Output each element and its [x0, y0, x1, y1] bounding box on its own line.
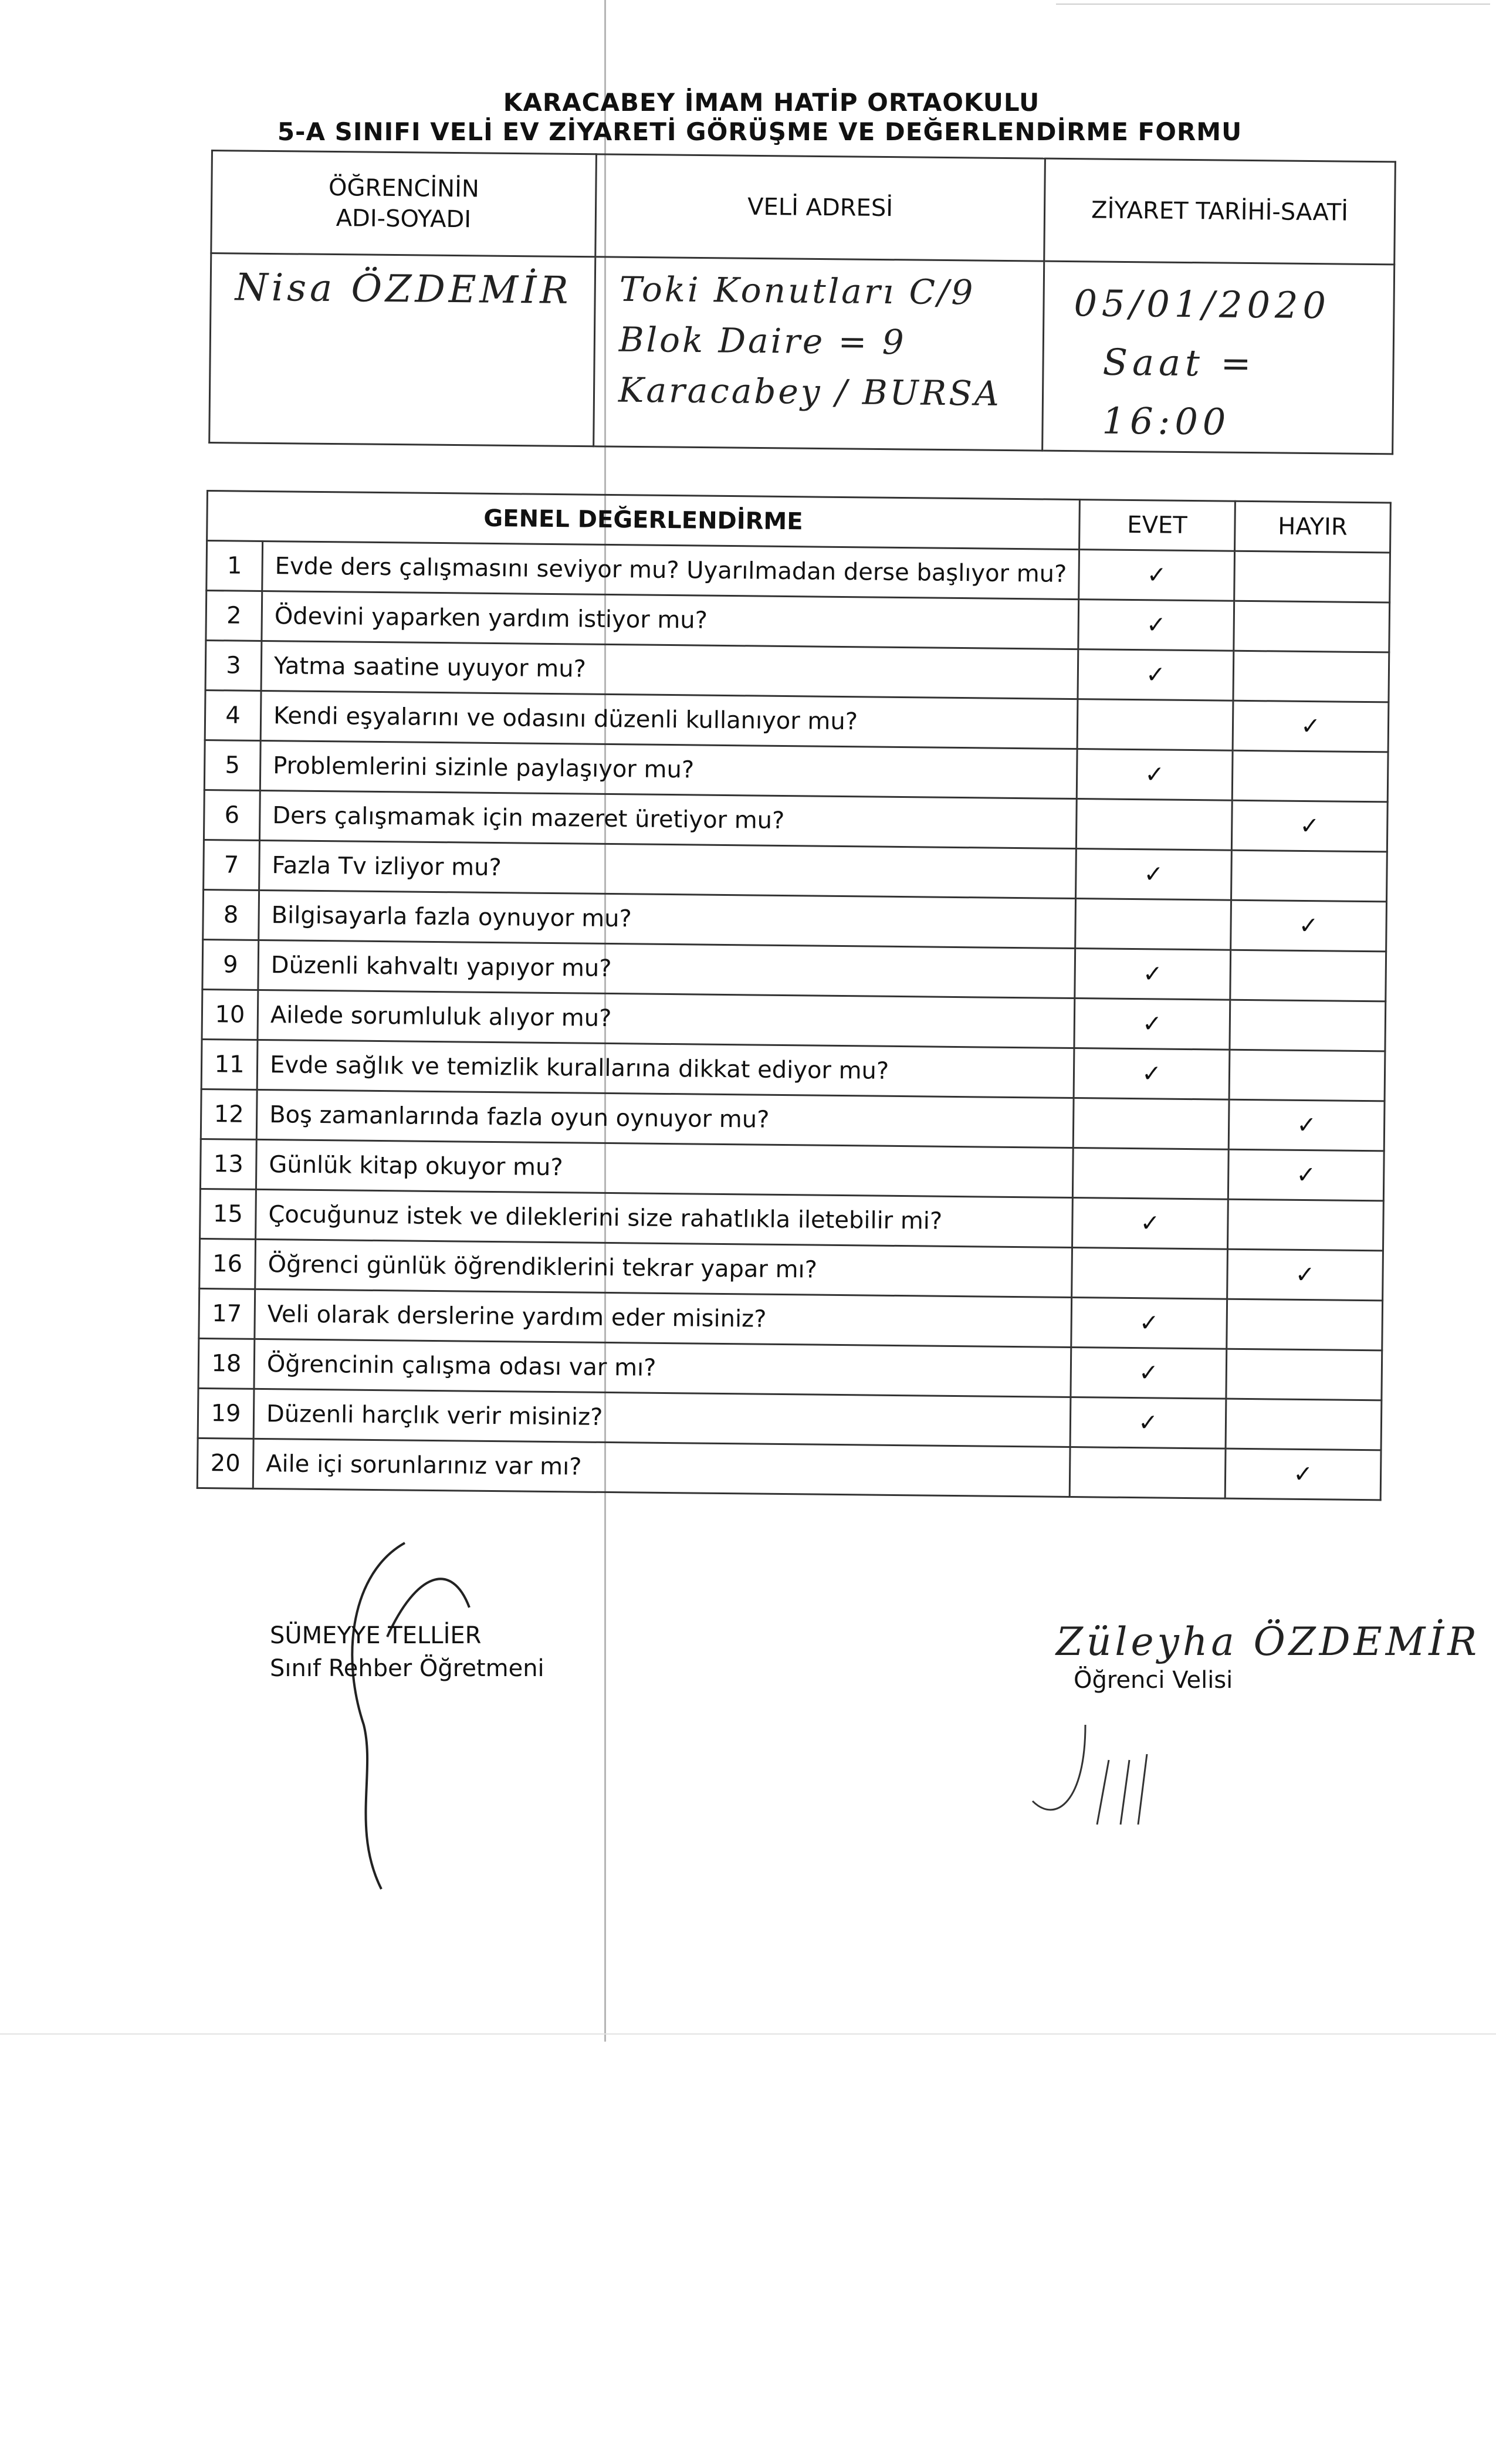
row-question: Ders çalışmamak için mazeret üretiyor mu?: [259, 790, 1077, 848]
yes-answer-cell: ✓: [1071, 1347, 1227, 1399]
no-answer-cell: [1229, 1050, 1385, 1101]
row-number: 11: [201, 1039, 258, 1089]
yes-answer-cell: [1072, 1148, 1228, 1200]
row-number: 6: [204, 790, 260, 840]
row-question: Öğrencinin çalışma odası var mı?: [254, 1339, 1071, 1397]
no-answer-cell: [1231, 850, 1387, 902]
row-question: Kendi eşyalarını ve odasını düzenli kullanıyor mu?: [260, 691, 1078, 749]
no-answer-cell: ✓: [1228, 1099, 1385, 1151]
no-answer-cell: [1227, 1299, 1383, 1351]
evaluation-table: [197, 490, 1392, 1501]
row-question: Ailede sorumluluk alıyor mu?: [258, 990, 1075, 1048]
yes-answer-cell: [1075, 899, 1231, 950]
no-answer-cell: ✓: [1225, 1448, 1381, 1500]
row-number: 17: [199, 1288, 255, 1339]
no-answer-cell: ✓: [1231, 800, 1387, 852]
row-number: 15: [200, 1189, 256, 1239]
row-question: Evde ders çalışmasını seviyor mu? Uyarılmadan derse başlıyor mu?: [262, 541, 1079, 599]
row-number: 20: [197, 1438, 253, 1488]
yes-answer-cell: ✓: [1070, 1397, 1226, 1448]
row-question: Yatma saatine uyuyor mu?: [261, 641, 1078, 699]
row-number: 1: [207, 541, 263, 591]
yes-answer-cell: ✓: [1071, 1297, 1227, 1349]
row-number: 16: [199, 1238, 256, 1289]
yes-answer-cell: ✓: [1072, 1198, 1228, 1250]
yes-answer-cell: [1077, 699, 1233, 751]
row-question: Ödevini yaparken yardım istiyor mu?: [262, 591, 1079, 649]
yes-answer-cell: [1073, 1098, 1229, 1150]
row-number: 19: [198, 1388, 254, 1439]
address-line-2: Blok Daire = 9: [618, 319, 906, 363]
no-answer-cell: [1234, 601, 1390, 652]
no-answer-cell: [1230, 950, 1386, 1001]
school-name: KARACABEY İMAM HATİP ORTAOKULU: [503, 88, 1040, 117]
no-answer-cell: [1230, 1000, 1386, 1051]
page-bottom-edge: [0, 2033, 1496, 2035]
row-number: 13: [200, 1139, 256, 1189]
row-question: Boş zamanlarında fazla oyun oynuyor mu?: [256, 1089, 1074, 1148]
student-info-table: [208, 150, 1396, 455]
yes-answer-cell: ✓: [1074, 999, 1230, 1050]
parent-signature-icon: [1021, 1713, 1173, 1830]
form-title: 5-A SINIFI VELİ EV ZİYARETİ GÖRÜŞME VE DEĞERLENDİRME FORMU: [277, 117, 1243, 146]
teacher-signature-icon: [317, 1537, 493, 1901]
row-number: 7: [204, 840, 260, 890]
row-number: 9: [202, 939, 259, 990]
yes-answer-cell: ✓: [1076, 849, 1232, 901]
row-question: Düzenli harçlık verir misiniz?: [253, 1389, 1071, 1447]
row-question: Veli olarak derslerine yardım eder misiniz?: [255, 1289, 1072, 1347]
row-question: Çocuğunuz istek ve dileklerini size rahatlıkla iletebilir mi?: [256, 1189, 1073, 1247]
no-answer-cell: [1232, 750, 1388, 802]
visit-date: 05/01/2020: [1074, 282, 1331, 327]
no-answer-cell: [1233, 651, 1389, 702]
yes-answer-cell: ✓: [1079, 550, 1235, 601]
evaluation-title: GENEL DEĞERLENDİRME: [207, 491, 1080, 550]
no-answer-cell: [1226, 1349, 1382, 1400]
visit-value: [1043, 261, 1395, 454]
row-question: Fazla Tv izliyor mu?: [259, 840, 1077, 898]
scan-edge-mark: [1056, 4, 1490, 5]
yes-answer-cell: [1076, 799, 1232, 851]
yes-answer-cell: ✓: [1074, 1048, 1230, 1100]
row-question: Aile içi sorunlarınız var mı?: [253, 1439, 1070, 1497]
row-question: Evde sağlık ve temizlik kurallarına dikkat ediyor mu?: [257, 1040, 1074, 1098]
row-question: Günlük kitap okuyor mu?: [256, 1139, 1073, 1197]
parent-name: Züleyha ÖZDEMİR: [1056, 1619, 1481, 1664]
yes-answer-cell: [1069, 1447, 1226, 1498]
row-number: 8: [203, 889, 259, 940]
yes-answer-cell: ✓: [1077, 749, 1233, 801]
no-answer-cell: ✓: [1233, 700, 1389, 752]
row-number: 5: [204, 740, 260, 790]
visit-header: ZİYARET TARİHİ-SAATİ: [1044, 158, 1396, 265]
row-number: 3: [205, 641, 262, 691]
student-name-value: Nisa ÖZDEMİR: [209, 253, 595, 446]
address-line-3: Karacabey / BURSA: [618, 370, 1002, 414]
yes-answer-cell: ✓: [1075, 949, 1231, 1000]
row-question: Öğrenci günlük öğrendiklerini tekrar yapar mı?: [255, 1239, 1072, 1297]
teacher-role: Sınıf Rehber Öğretmeni: [270, 1655, 544, 1682]
address-line-1: Toki Konutları C/9: [619, 269, 976, 313]
no-answer-cell: [1234, 551, 1390, 603]
no-answer-cell: ✓: [1227, 1249, 1383, 1301]
row-number: 18: [198, 1338, 255, 1389]
yes-answer-cell: ✓: [1078, 649, 1234, 701]
row-number: 10: [202, 989, 258, 1040]
no-answer-cell: ✓: [1231, 900, 1387, 952]
parent-role: Öğrenci Velisi: [1074, 1667, 1233, 1694]
yes-answer-cell: ✓: [1078, 600, 1234, 651]
yes-column-header: EVET: [1079, 500, 1236, 551]
yes-answer-cell: [1072, 1248, 1228, 1299]
address-value: [594, 257, 1044, 451]
row-question: Problemlerini sizinle paylaşıyor mu?: [260, 740, 1077, 798]
teacher-signature-block: [270, 1619, 544, 1685]
row-question: Düzenli kahvaltı yapıyor mu?: [258, 940, 1075, 998]
no-answer-cell: [1227, 1199, 1383, 1251]
teacher-name: SÜMEYYE TELLİER: [270, 1622, 482, 1649]
row-number: 2: [206, 591, 262, 641]
row-question: Bilgisayarla fazla oynuyor mu?: [259, 890, 1076, 948]
no-answer-cell: ✓: [1228, 1149, 1384, 1201]
row-number: 4: [205, 690, 261, 740]
visit-time: Saat = 16:00: [1102, 340, 1256, 444]
address-header: VELİ ADRESİ: [595, 154, 1045, 261]
student-name-header: ÖĞRENCİNİN ADI-SOYADI: [211, 151, 597, 257]
no-answer-cell: [1226, 1399, 1382, 1450]
no-column-header: HAYIR: [1235, 501, 1391, 553]
parent-signature-block: [1056, 1619, 1480, 1694]
row-number: 12: [201, 1089, 257, 1139]
